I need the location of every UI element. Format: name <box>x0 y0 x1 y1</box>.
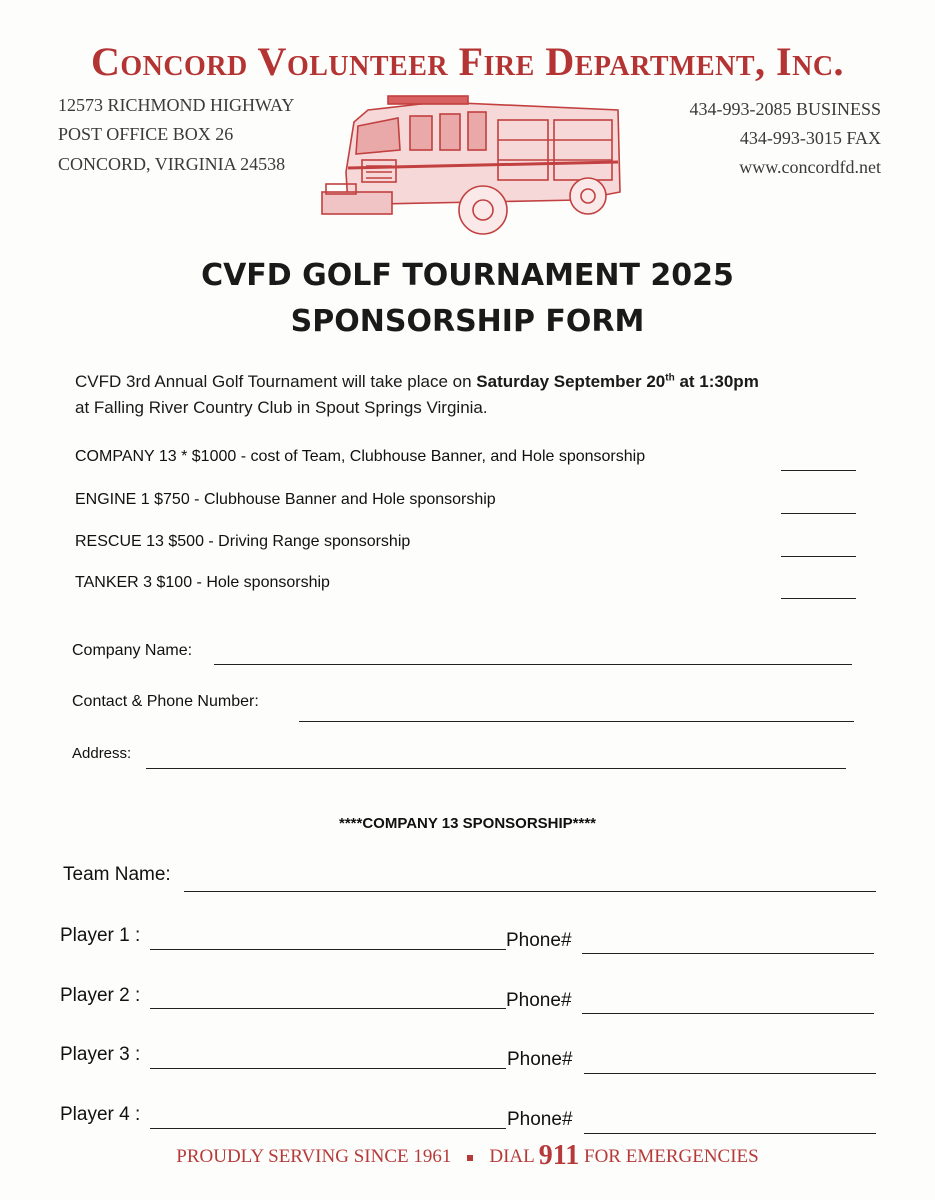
player-4-phone-field[interactable] <box>584 1133 876 1134</box>
player-1-label: Player 1 : <box>60 925 141 946</box>
player-2-phone-label: Phone# <box>506 990 572 1011</box>
player-3-name-field[interactable] <box>150 1068 506 1069</box>
tier-rescue-13-blank[interactable] <box>781 556 856 557</box>
team-name-label: Team Name: <box>63 864 171 885</box>
contact-phone-field[interactable] <box>299 721 854 722</box>
footer-dial: DIAL <box>489 1146 535 1167</box>
player-4-phone-label: Phone# <box>507 1109 573 1130</box>
player-2-label: Player 2 : <box>60 985 141 1006</box>
address-line-3: CONCORD, VIRGINIA 24538 <box>58 154 286 174</box>
tier-company-13-blank[interactable] <box>781 470 856 471</box>
tier-engine-1: ENGINE 1 $750 - Clubhouse Banner and Hole sponsorship <box>75 491 496 508</box>
intro-line-2: at Falling River Country Club in Spout Springs Virginia. <box>75 398 488 417</box>
tier-engine-1-blank[interactable] <box>781 513 856 514</box>
tier-tanker-3: TANKER 3 $100 - Hole sponsorship <box>75 574 330 591</box>
team-name-field[interactable] <box>184 891 876 892</box>
company-name-label: Company Name: <box>72 642 193 659</box>
org-name: Concord Volunteer Fire Department, Inc. <box>90 39 845 84</box>
intro-line-1: CVFD 3rd Annual Golf Tournament will take place on Saturday September 20th at 1:30pm <box>75 372 759 391</box>
form-title-line-2: SPONSORSHIP FORM <box>290 304 645 339</box>
tier-rescue-13: RESCUE 13 $500 - Driving Range sponsorship <box>75 533 411 550</box>
player-3-phone-label: Phone# <box>507 1049 573 1070</box>
player-4-name-field[interactable] <box>150 1128 506 1129</box>
footer <box>0 1140 935 1172</box>
player-3-phone-field[interactable] <box>584 1073 876 1074</box>
business-phone: 434-993-2085 BUSINESS <box>689 99 881 119</box>
footer-since: PROUDLY SERVING SINCE 1961 <box>176 1146 452 1167</box>
tier-tanker-3-blank[interactable] <box>781 598 856 599</box>
tier-company-13: COMPANY 13 * $1000 - cost of Team, Clubhouse Banner, and Hole sponsorship <box>75 448 646 465</box>
form-title-line-1: CVFD GOLF TOURNAMENT 2025 <box>201 258 734 293</box>
company13-heading: ****COMPANY 13 SPONSORSHIP**** <box>338 815 597 832</box>
address-field[interactable] <box>146 768 846 769</box>
player-1-phone-label: Phone# <box>506 930 572 951</box>
player-2-name-field[interactable] <box>150 1008 506 1009</box>
contact-phone-label: Contact & Phone Number: <box>72 693 259 710</box>
website: www.concordfd.net <box>739 157 881 177</box>
address-line-1: 12573 RICHMOND HIGHWAY <box>58 95 295 115</box>
fire-truck-logo <box>318 92 624 242</box>
footer-911: 911 <box>538 1140 580 1171</box>
address-label: Address: <box>72 745 132 762</box>
footer-emergencies: FOR EMERGENCIES <box>584 1146 759 1167</box>
player-1-phone-field[interactable] <box>582 953 874 954</box>
player-3-label: Player 3 : <box>60 1044 141 1065</box>
address-line-2: POST OFFICE BOX 26 <box>58 124 234 144</box>
fax-number: 434-993-3015 FAX <box>739 128 881 148</box>
footer-separator <box>467 1155 473 1161</box>
player-1-name-field[interactable] <box>150 949 506 950</box>
player-2-phone-field[interactable] <box>582 1013 874 1014</box>
company-name-field[interactable] <box>214 664 852 665</box>
player-4-label: Player 4 : <box>60 1104 141 1125</box>
